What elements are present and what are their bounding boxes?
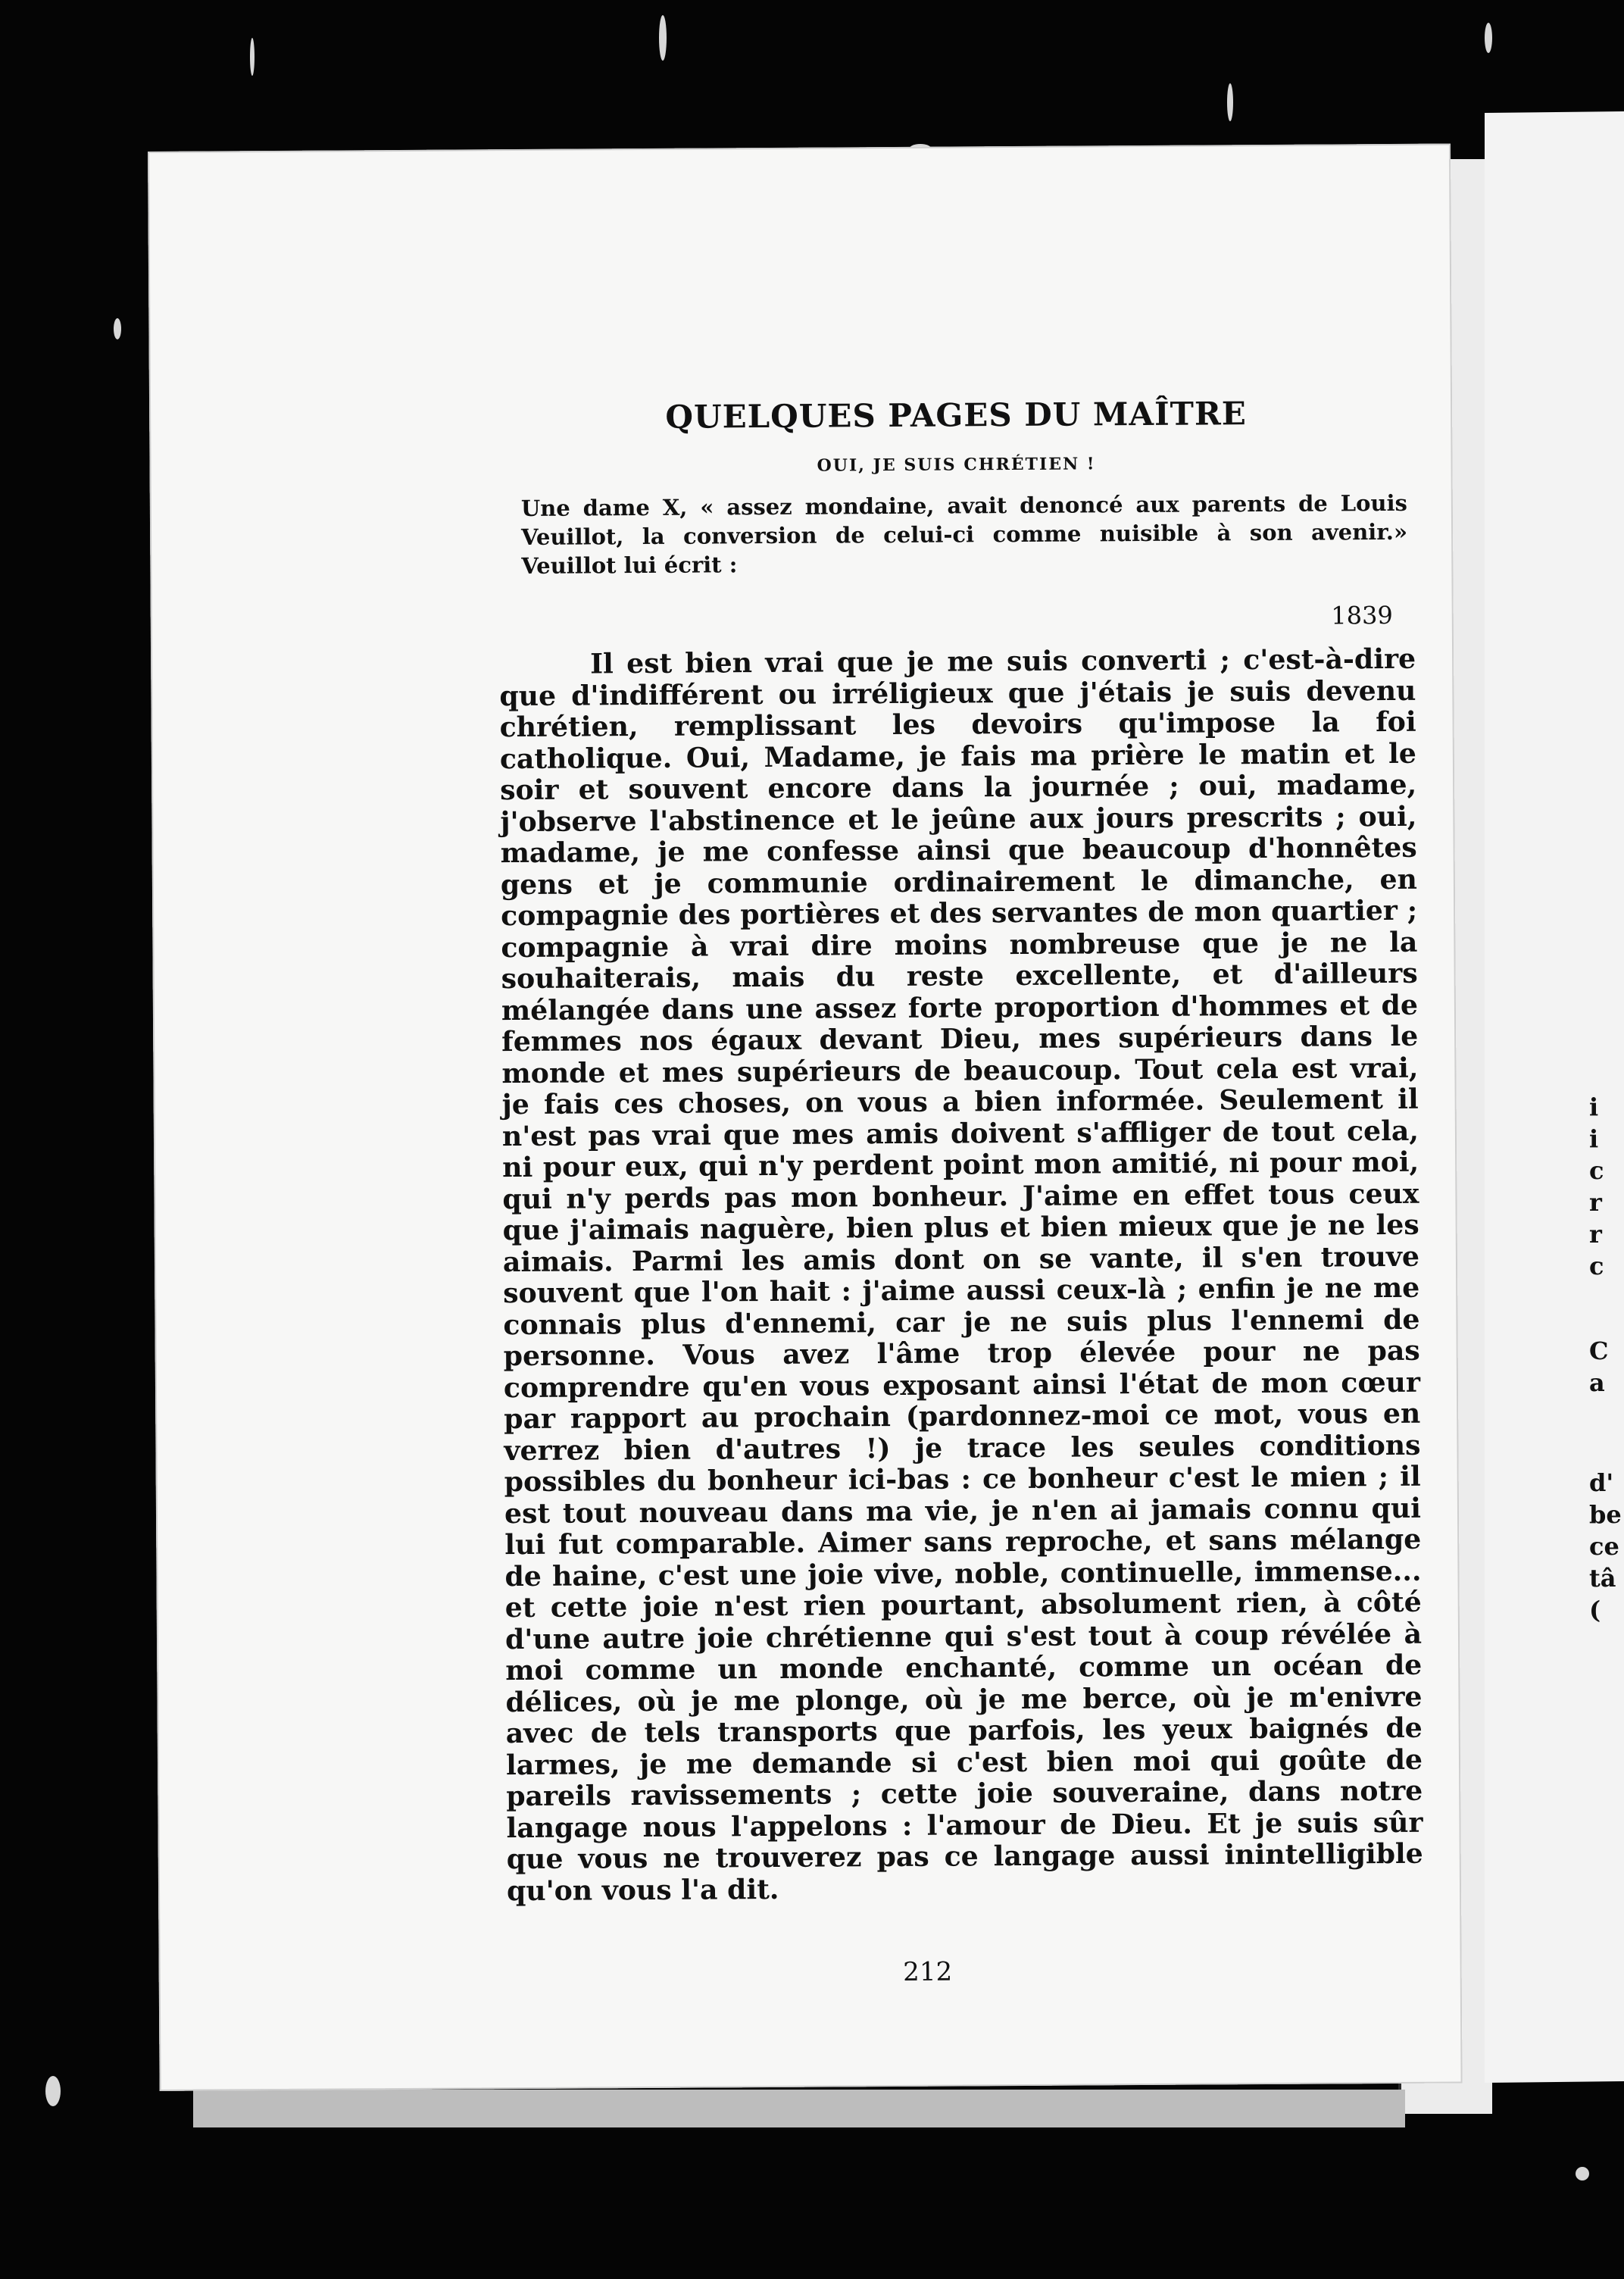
- next-page-fragment: be: [1589, 1500, 1622, 1529]
- page-bottom-edge: [193, 2090, 1405, 2127]
- scan-speck: [1576, 2167, 1589, 2181]
- scan-speck: [1485, 23, 1492, 53]
- scan-speck: [114, 318, 121, 339]
- section-subtitle: OUI, JE SUIS CHRÉTIEN !: [817, 454, 1096, 476]
- scan-speck: [1227, 83, 1233, 121]
- next-page-fragment: ce: [1589, 1532, 1619, 1561]
- scan-speck: [659, 15, 667, 61]
- next-page-fragment: C: [1589, 1336, 1609, 1365]
- next-page-fragment: (: [1589, 1596, 1601, 1624]
- next-page-fragment: c: [1589, 1252, 1604, 1280]
- letter-year: 1839: [1331, 600, 1393, 630]
- page-title: QUELQUES PAGES DU MAÎTRE: [665, 395, 1248, 436]
- next-page-fragment: i: [1589, 1093, 1599, 1121]
- page-content: [346, 394, 1424, 1991]
- scan-speck: [250, 38, 255, 76]
- next-page-fragment: c: [1589, 1156, 1604, 1185]
- next-page-fragment: i: [1589, 1124, 1599, 1153]
- letter-body: Il est bien vrai que je me suis converti ; c'est-à-dire que d'indifférent ou irréligieux que j'étais je suis devenu chrétien, remplissant les devoirs qu'impose la foi catholique. Oui, Madame, je fais ma prière le matin et le soir et souvent encore dans la journée ; oui, madame, j'observe l'abstinence et le jeûne aux jours prescrits ; oui, madame, je me confesse ainsi que beaucoup d'honnêtes gens et je communie ordinairement le dimanche, en compagnie des portières et des servantes de mon quartier ; compagnie à vrai dire moins nombreuse que je ne la souhaiterais, mais du reste excellente, et d'ailleurs mélangée dans une assez forte proportion d'hommes et de femmes nos égaux devant Dieu, mes supérieurs dans le monde et mes supérieurs de beaucoup. Tout cela est vrai, je fais ces choses, on vous a bien informée. Seulement il n'est pas vrai que mes amis doivent s'affliger de tout cela, ni pour eux, qui n'y perdent point mon amitié, ni pour moi, qui n'y perds pas mon bonheur. J'aime en effet tous ceux que j'aimais naguère, bien plus et bien mieux que je ne les aimais. Parmi les amis dont on se vante, il s'en trouve souvent que l'on hait : j'aime aussi ceux-là ; enfin je ne me connais plus d'ennemi, car je ne suis plus l'ennemi de personne. Vous avez l'âme trop élevée pour ne pas comprendre qu'en vous exposant ainsi l'état de mon cœur par rapport au prochain (pardonnez-moi ce mot, vous en verrez bien d'autres !) je trace les seules conditions possibles du bonheur ici-bas : ce bonheur c'est le mien ; il est tout nouveau dans ma vie, je n'en ai jamais connu qui lui fut comparable. Aimer sans reproche, et sans mélange de haine, c'est une joie vive, noble, continuelle, immense... et cette joie n'est rien pourtant, absolument rien, à côté d'une autre joie chrétienne qui s'est tout à coup révélée à moi comme un monde enchanté, comme un océan de délices, où je me plonge, où je me berce, où je m'enivre avec de tels transports que parfois, les yeux baignés de larmes, je me demande si c'est bien moi qui goûte de pareils ravissements ; cette joie souveraine, dans notre langage nous l'appelons : l'amour de Dieu. Et je suis sûr que vous ne trouverez pas ce langage aussi inintelligible qu'on vous l'a dit.: [499, 642, 1423, 1907]
- next-page-text-fragments: [1589, 1091, 1624, 1626]
- next-page-fragment: tâ: [1589, 1564, 1616, 1593]
- scan-speck: [45, 2076, 61, 2106]
- book-page: [148, 143, 1463, 2090]
- intro-paragraph: Une dame X, « assez mondaine, avait denoncé aux parents de Louis Veuillot, la conversion de celui-ci comme nuisible à son avenir.» Veuillot lui écrit :: [520, 489, 1408, 579]
- next-page-fragment: d': [1589, 1468, 1614, 1497]
- page-number: 212: [903, 1956, 953, 1987]
- next-page-fragment: r: [1589, 1220, 1602, 1249]
- next-page-fragment: a: [1589, 1368, 1605, 1397]
- next-page-fragment: r: [1589, 1188, 1602, 1217]
